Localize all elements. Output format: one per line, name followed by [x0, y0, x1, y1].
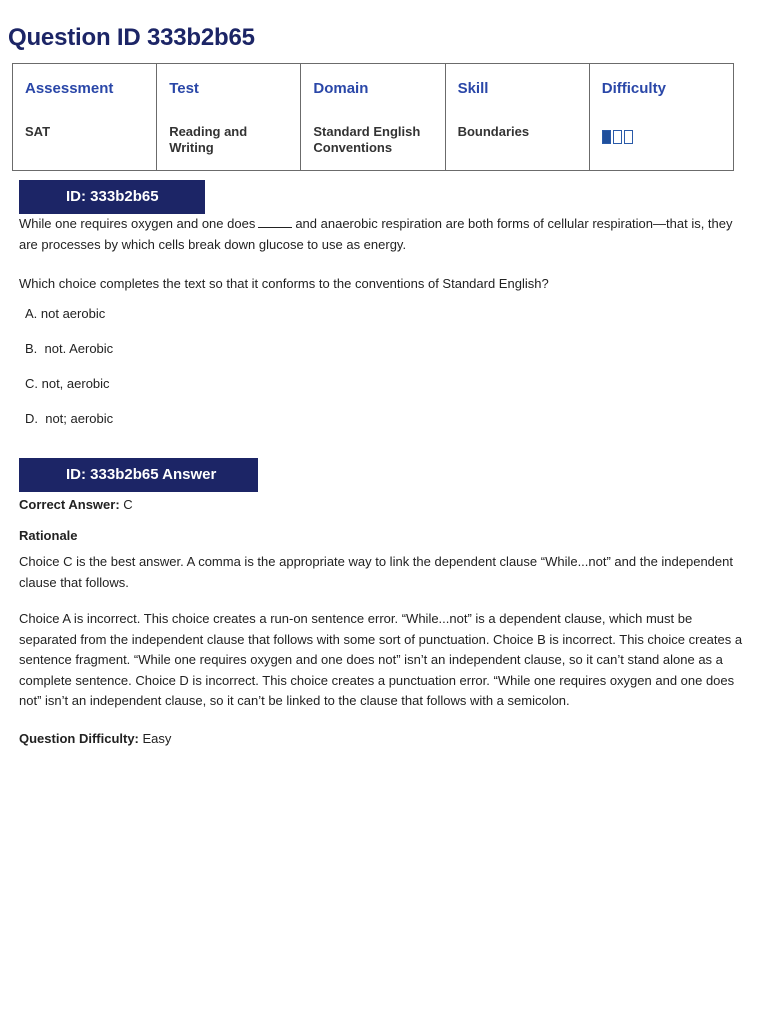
correct-answer	[19, 495, 749, 516]
header-difficulty: Difficulty	[589, 64, 733, 108]
value-skill: Boundaries	[445, 108, 589, 171]
correct-answer-value: C	[123, 497, 133, 512]
choice-a[interactable]: A. not aerobic	[25, 306, 106, 321]
difficulty-bar-empty	[613, 130, 622, 144]
choice-d[interactable]: D. not; aerobic	[25, 411, 114, 426]
difficulty-bar-filled	[602, 130, 611, 144]
header-assessment: Assessment	[13, 64, 157, 108]
passage-after-blank: and anaerobic respiration are both forms of cellular respiration—that is, they are processes by which cells break down glucose to use as energy.	[19, 216, 733, 252]
page-title: Question ID 333b2b65	[8, 24, 255, 51]
question-passage	[19, 214, 749, 255]
value-domain: Standard English Conventions	[301, 108, 445, 171]
correct-answer-label: Correct Answer:	[19, 497, 120, 512]
question-prompt: Which choice completes the text so that it conforms to the conventions of Standard English?	[19, 276, 549, 291]
passage-before-blank: While one requires oxygen and one does	[19, 216, 256, 231]
choice-b[interactable]: B. not. Aerobic	[25, 341, 114, 356]
question-id-banner: ID: 333b2b65	[19, 180, 205, 214]
question-difficulty	[19, 729, 749, 750]
choice-c[interactable]: C. not, aerobic	[25, 376, 110, 391]
question-difficulty-value: Easy	[142, 731, 172, 746]
value-assessment: SAT	[13, 108, 157, 171]
question-metadata-table	[12, 63, 734, 171]
rationale-heading: Rationale	[19, 528, 78, 543]
value-difficulty	[589, 108, 733, 171]
difficulty-bar-empty	[624, 130, 633, 144]
passage-blank	[258, 215, 292, 228]
rationale-paragraph-1: Choice C is the best answer. A comma is the appropriate way to link the dependent clause “While...not” and the independent clause that follows.	[19, 554, 733, 590]
header-domain: Domain	[301, 64, 445, 108]
question-difficulty-label: Question Difficulty:	[19, 731, 139, 746]
header-skill: Skill	[445, 64, 589, 108]
metadata-value-row	[13, 108, 734, 171]
metadata-header-row	[13, 64, 734, 108]
difficulty-indicator	[602, 130, 633, 144]
answer-id-banner: ID: 333b2b65 Answer	[19, 458, 258, 492]
value-test: Reading and Writing	[157, 108, 301, 171]
header-test: Test	[157, 64, 301, 108]
rationale-paragraph-2: Choice A is incorrect. This choice creates a run-on sentence error. “While...not” is a dependent clause, which must be separated from the independent clause that follows with some sort of punctuation. Choice B is incorrect. This choice creates a sentence fragment. “While one requires oxygen and one does not” isn’t an independent clause, so it can’t stand alone as a complete sentence. Choice D is incorrect. This choice creates a punctuation error. “While one requires oxygen and one does not” isn’t an independent clause, so it can’t be linked to the clause that follows with a semicolon.	[19, 611, 743, 708]
